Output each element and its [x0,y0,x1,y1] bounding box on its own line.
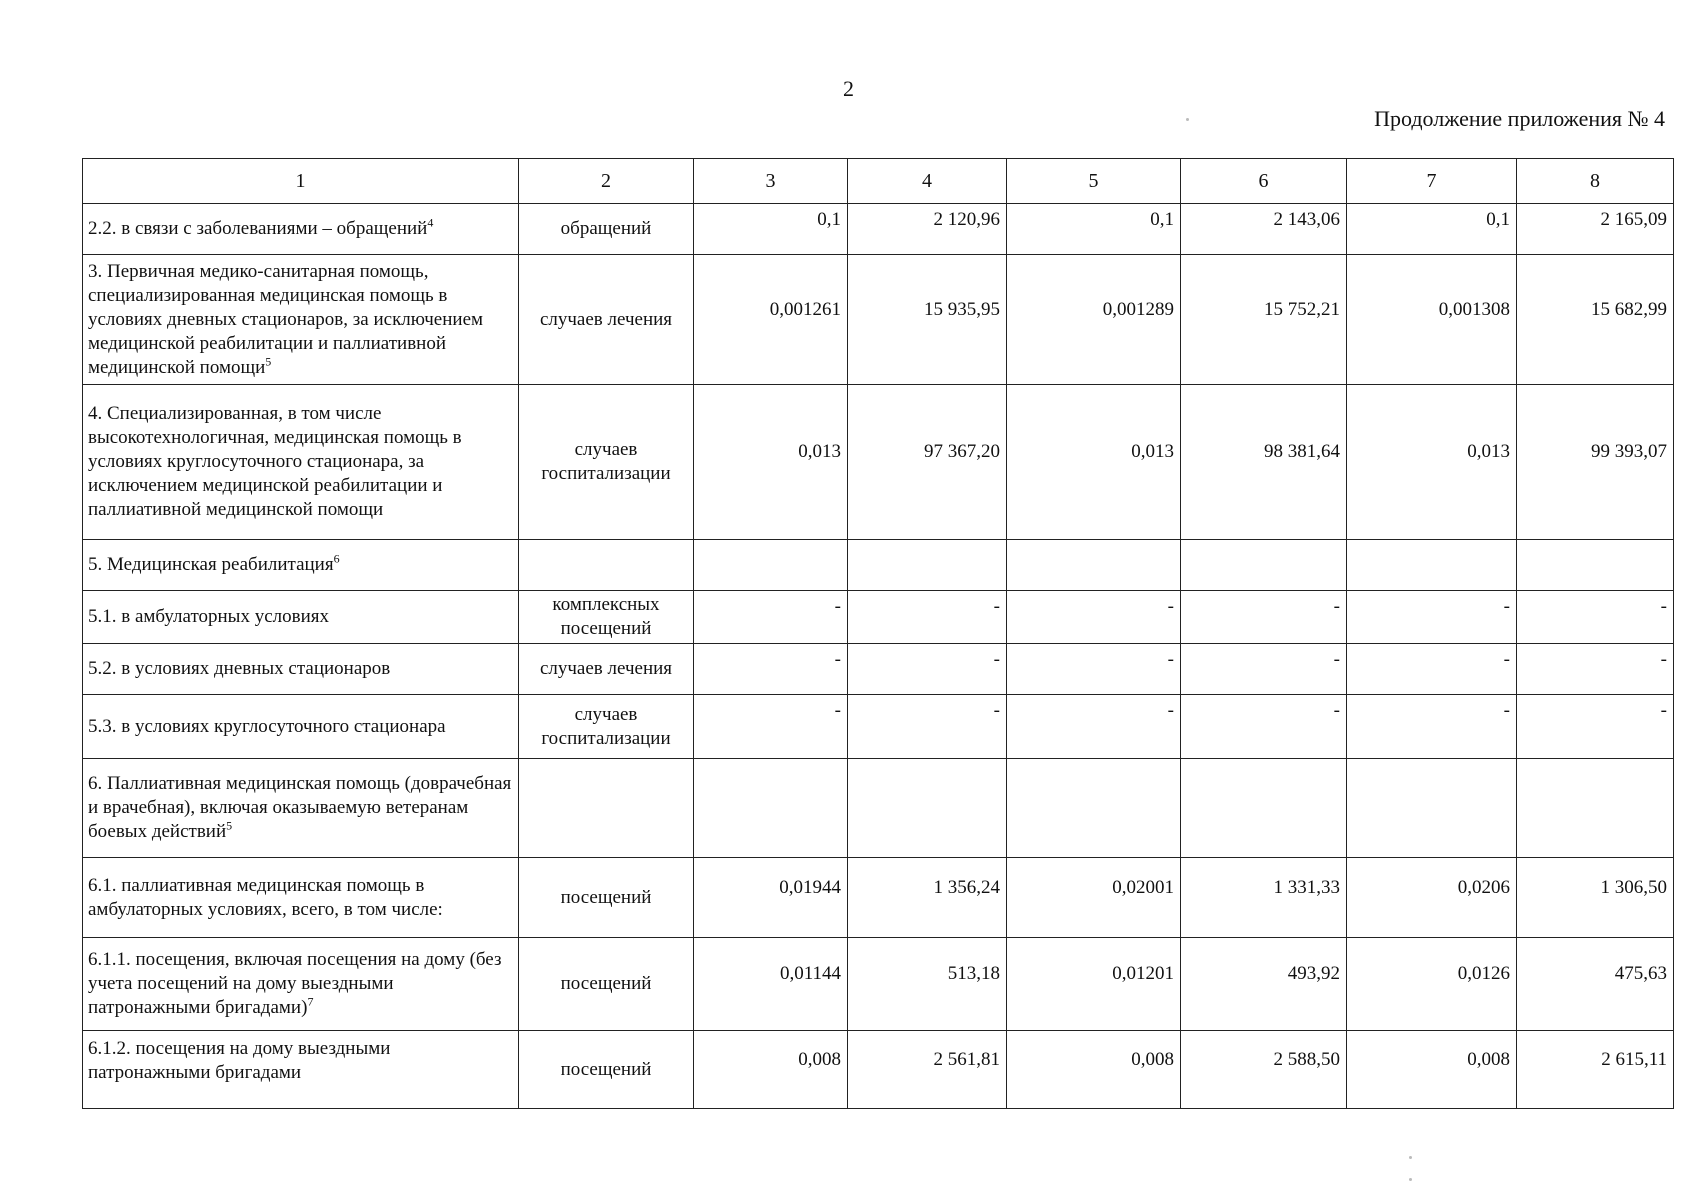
value-cell [694,759,848,858]
row-unit: посещений [519,938,694,1031]
table-row [83,385,1674,540]
footnote-marker: 6 [333,551,340,566]
value-cell: - [848,695,1007,759]
value-cell: - [1007,644,1181,695]
row-name-cell [83,695,519,759]
scan-speck [1409,1178,1412,1181]
row-name: 6. Паллиативная медицинская помощь (доврачебная и врачебная), включая оказываемую ветеранам боевых действий [88,773,512,842]
column-header: 2 [519,159,694,204]
value-cell: 0,0126 [1347,938,1517,1031]
value-cell: 1 306,50 [1517,858,1674,938]
table-row [83,591,1674,644]
table-row [83,540,1674,591]
value-cell: 1 331,33 [1181,858,1347,938]
value-cell: - [1181,644,1347,695]
value-cell [1181,540,1347,591]
value-cell: 0,1 [1007,204,1181,255]
page-number: 2 [843,76,854,101]
value-cell [1007,759,1181,858]
value-cell: 2 165,09 [1517,204,1674,255]
row-name: 6.1.2. посещения на дому выездными патронажными бригадами [88,1038,391,1083]
row-name: 5.3. в условиях круглосуточного стационара [88,715,446,737]
row-name: 3. Первичная медико-санитарная помощь, специализированная медицинская помощь в условиях дневных стационаров, за исключением медицинской реабилитации и паллиативной медицинской помощи [88,260,484,378]
row-unit [519,540,694,591]
row-name: 5. Медицинская реабилитация [88,554,334,575]
value-cell: 0,0206 [1347,858,1517,938]
value-cell [1347,759,1517,858]
row-name-cell [83,759,519,858]
value-cell: 0,02001 [1007,858,1181,938]
row-name: 5.2. в условиях дневных стационаров [88,658,391,679]
row-unit: случаев лечения [519,255,694,385]
value-cell: 97 367,20 [848,385,1007,540]
row-name-cell [83,644,519,695]
value-cell: 0,1 [694,204,848,255]
value-cell: 0,01201 [1007,938,1181,1031]
value-cell: 0,013 [1347,385,1517,540]
row-name-cell [83,540,519,591]
row-name-cell [83,385,519,540]
row-unit: комплексных посещений [519,591,694,644]
value-cell: 2 615,11 [1517,1031,1674,1109]
row-name: 6.1. паллиативная медицинская помощь в амбулаторных условиях, всего, в том числе: [88,874,443,920]
value-cell: - [848,644,1007,695]
value-cell: 0,008 [1007,1031,1181,1109]
table-row [83,695,1674,759]
value-cell: - [1347,591,1517,644]
value-cell: 0,001261 [694,255,848,385]
value-cell: 15 935,95 [848,255,1007,385]
table-row [83,255,1674,385]
value-cell: - [694,695,848,759]
value-cell: 0,1 [1347,204,1517,255]
value-cell: - [1517,644,1674,695]
value-cell [1517,759,1674,858]
value-cell: 2 120,96 [848,204,1007,255]
column-header: 1 [83,159,519,204]
value-cell: 2 143,06 [1181,204,1347,255]
row-name-cell [83,858,519,938]
value-cell: - [1181,591,1347,644]
value-cell: 0,013 [1007,385,1181,540]
table-row [83,858,1674,938]
column-header: 8 [1517,159,1674,204]
footnote-marker: 7 [307,994,314,1009]
table-row [83,204,1674,255]
appendix-continuation-label: Продолжение приложения № 4 [1374,106,1665,131]
value-cell: 2 588,50 [1181,1031,1347,1109]
value-cell: - [1347,644,1517,695]
value-cell [1181,759,1347,858]
value-cell: - [694,644,848,695]
scan-speck [1186,118,1189,121]
value-cell: 513,18 [848,938,1007,1031]
value-cell: - [848,591,1007,644]
value-cell: 0,01944 [694,858,848,938]
row-name: 2.2. в связи с заболеваниями – обращений [88,218,428,239]
row-name: 6.1.1. посещения, включая посещения на дому (без учета посещений на дому выездными патронажными бригадами) [88,949,502,1018]
value-cell: 0,013 [694,385,848,540]
value-cell: 0,001308 [1347,255,1517,385]
footnote-marker: 5 [226,818,233,833]
value-cell: - [1007,695,1181,759]
row-unit: посещений [519,1031,694,1109]
table-header-row [83,159,1674,204]
value-cell: 1 356,24 [848,858,1007,938]
value-cell: 0,01144 [694,938,848,1031]
appendix-table [82,158,1674,1109]
value-cell: 15 682,99 [1517,255,1674,385]
scan-speck [1409,1156,1412,1159]
row-name-cell [83,255,519,385]
value-cell [1007,540,1181,591]
value-cell: - [1517,591,1674,644]
column-header: 4 [848,159,1007,204]
table-row [83,1031,1674,1109]
value-cell: 493,92 [1181,938,1347,1031]
value-cell: - [1517,695,1674,759]
value-cell: - [1007,591,1181,644]
value-cell: 0,008 [1347,1031,1517,1109]
value-cell: - [1347,695,1517,759]
value-cell: 2 561,81 [848,1031,1007,1109]
value-cell: 98 381,64 [1181,385,1347,540]
row-unit: случаев госпитализации [519,695,694,759]
row-unit: посещений [519,858,694,938]
value-cell: 0,001289 [1007,255,1181,385]
column-header: 7 [1347,159,1517,204]
value-cell: - [694,591,848,644]
value-cell: 99 393,07 [1517,385,1674,540]
column-header: 6 [1181,159,1347,204]
value-cell [1347,540,1517,591]
value-cell: - [1181,695,1347,759]
footnote-marker: 5 [265,354,272,369]
table-row [83,938,1674,1031]
value-cell [848,759,1007,858]
row-unit [519,759,694,858]
value-cell [694,540,848,591]
value-cell: 0,008 [694,1031,848,1109]
value-cell: 475,63 [1517,938,1674,1031]
column-header: 3 [694,159,848,204]
footnote-marker: 4 [427,215,434,230]
row-unit: случаев лечения [519,644,694,695]
row-name: 4. Специализированная, в том числе высокотехнологичная, медицинская помощь в условиях круглосуточного стационара, за исключением медицинской реабилитации и паллиативной медицинской помощи [88,403,462,520]
row-name-cell [83,591,519,644]
row-name: 5.1. в амбулаторных условиях [88,606,329,627]
table-row [83,644,1674,695]
column-header: 5 [1007,159,1181,204]
row-name-cell [83,938,519,1031]
value-cell [848,540,1007,591]
value-cell: 15 752,21 [1181,255,1347,385]
value-cell [1517,540,1674,591]
row-name-cell [83,1031,519,1109]
table-row [83,759,1674,858]
row-unit: случаев госпитализации [519,385,694,540]
row-unit: обращений [519,204,694,255]
row-name-cell [83,204,519,255]
